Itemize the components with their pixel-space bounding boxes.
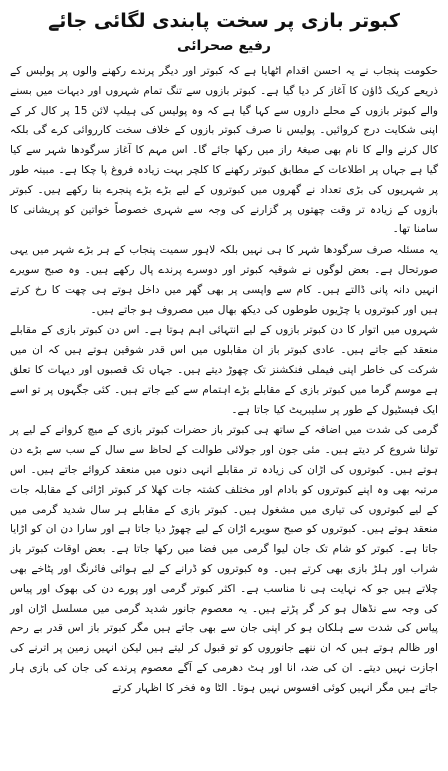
article-paragraph: حکومت پنجاب نے یہ احسن اقدام اٹھایا ہے کہ کبوتر اور دیگر پرندے رکھنے والوں پر پولیس کے ذریعے کریک ڈاؤن کا آغاز کر دیا گیا ہے۔ کبوتر بازوں سے تنگ تمام شہروں اور دیہات میں بسنے والے کبوتر بازوں کے محلے داروں سے کہا گیا ہے کہ وہ پولیس کی ہیلپ لائن 15 پر کال کر کے اپنی شکایت درج کروائیں۔ پولیس نا صرف کبوتر بازوں کے خلاف سخت کارروائی کرے گی بلکہ کال کرنے والے کا نام بھی صیغۂ راز میں رکھا جائے گا۔ اس مہم کا آغاز سرگودھا شہر سے کیا گیا ہے جہاں پر اطلاعات کے مطابق کبوتر رکھنے کا کلچر بہت زیادہ فروغ پا چکا ہے۔ مبینہ طور پر شہریوں کی بڑی تعداد نے گھروں میں کبوتروں کے لیے بڑے بڑے پنجرے بنا رکھے ہیں۔ کبوتر بازوں کے زیادہ تر وقت چھتوں پر گزارنے کی وجہ سے شہری خصوصاً خواتین کو پریشانی کا سامنا تھا۔ [10, 65, 438, 236]
article-paragraph: گرمی کی شدت میں اضافہ کے ساتھ ہی کبوتر باز حضرات کبوتر بازی کے میچ کروانے کے لیے پر تولنا شروع کر دیتے ہیں۔ مئی جون اور جولائی طوالت کے لحاظ سے سال کے سب سے بڑے دن ہوتے ہیں۔ کبوتروں کی اڑان کی زیادہ تر مقابلے انہی دنوں میں منعقد کروائے جاتے ہیں۔ اس مرتبہ بھی وہ اپنے کبوتروں کو بادام اور مختلف کشتہ جات کھلا کر کبوتر اڑائی کے مقابلہ جات کے لیے کبوتروں کی تیاری میں مشغول ہیں۔ کبوتر بازی کے مقابلے ہر سال شدید گرمی میں منعقد ہوتے ہیں۔ کبوتروں کو صبح سویرے اڑان کے لیے چھوڑ دیا جاتا ہے اور سارا دن ان کو اڑایا جاتا ہے۔ کبوتر کو شام تک جان لیوا گرمی میں فضا میں رکھا جاتا ہے۔ بعض اوقات کبوتر باز شراب اور ہلڑ بازی بھی کرتے ہیں۔ وہ کبوتروں کو ڈرانے کے لیے ہوائی فائرنگ اور پٹاخے بھی چلاتے ہیں جو کہ نہایت ہی نا مناسب ہے۔ اکثر کبوتر گرمی اور پورے دن کی بھوک اور پیاس کی وجہ سے نڈھال ہو کر گر پڑتے ہیں۔ یہ معصوم جانور شدید گرمی میں مسلسل اڑان اور پیاس کی شدت سے ہلکان ہو کر اپنی جان سے بھی جاتے ہیں مگر کبوتر باز اس قدر بے رحم اور ظالم ہوتے ہیں کہ ان ننھے جانوروں کو تو قبول کر لیتے ہیں لیکن انہیں زمین پر اترنے کی اجازت نہیں دیتے۔ ان کی ضد، انا اور ہٹ دھرمی کے آگے معصوم پرندے کی جان کی بازی ہار جاتے ہیں مگر انہیں کوئی افسوس نہیں ہوتا۔ الٹا وہ فخر کا اظہار کرتے [10, 424, 438, 694]
article-byline: رفیع صحرائی [177, 38, 271, 54]
article-paragraph: شہروں میں اتوار کا دن کبوتر بازوں کے لیے انتہائی اہم ہوتا ہے۔ اس دن کبوتر بازی کے مقابلے منعقد کیے جاتے ہیں۔ عادی کبوتر باز ان مقابلوں میں اس قدر شوقین ہوتے ہیں کہ ان میں شرکت کی خاطر اپنی فیملی فنکشنز تک چھوڑ دیتے ہیں۔ جہاں تک قصبوں اور دیہات کا تعلق ہے موسم گرما میں کبوتر بازی کے مقابلے بڑے اہتمام سے کیے جاتے ہیں۔ کئی جگہوں پر تو اسے ایک فیسٹیول کے طور پر سلیبریٹ کیا جاتا ہے۔ [10, 324, 438, 416]
article-headline: کبوتر بازی پر سخت پابندی لگائی جائے [48, 10, 400, 32]
article-paragraph: یہ مسئلہ صرف سرگودھا شہر کا ہی نہیں بلکہ لاہور سمیت پنجاب کے ہر بڑے شہر میں یہی صورتحال ہے۔ بعض لوگوں نے شوقیہ کبوتر اور دوسرے پرندے پال رکھے ہیں۔ وہ صبح سویرے انہیں دانہ پانی ڈالتے ہیں۔ کام سے واپسی پر بھی گھر میں داخل ہوتے ہی چھت کا رخ کرتے ہیں اور کبوتروں یا چڑیوں طوطوں کی دیکھ بھال میں مصروف ہو جاتے ہیں۔ [10, 244, 438, 316]
